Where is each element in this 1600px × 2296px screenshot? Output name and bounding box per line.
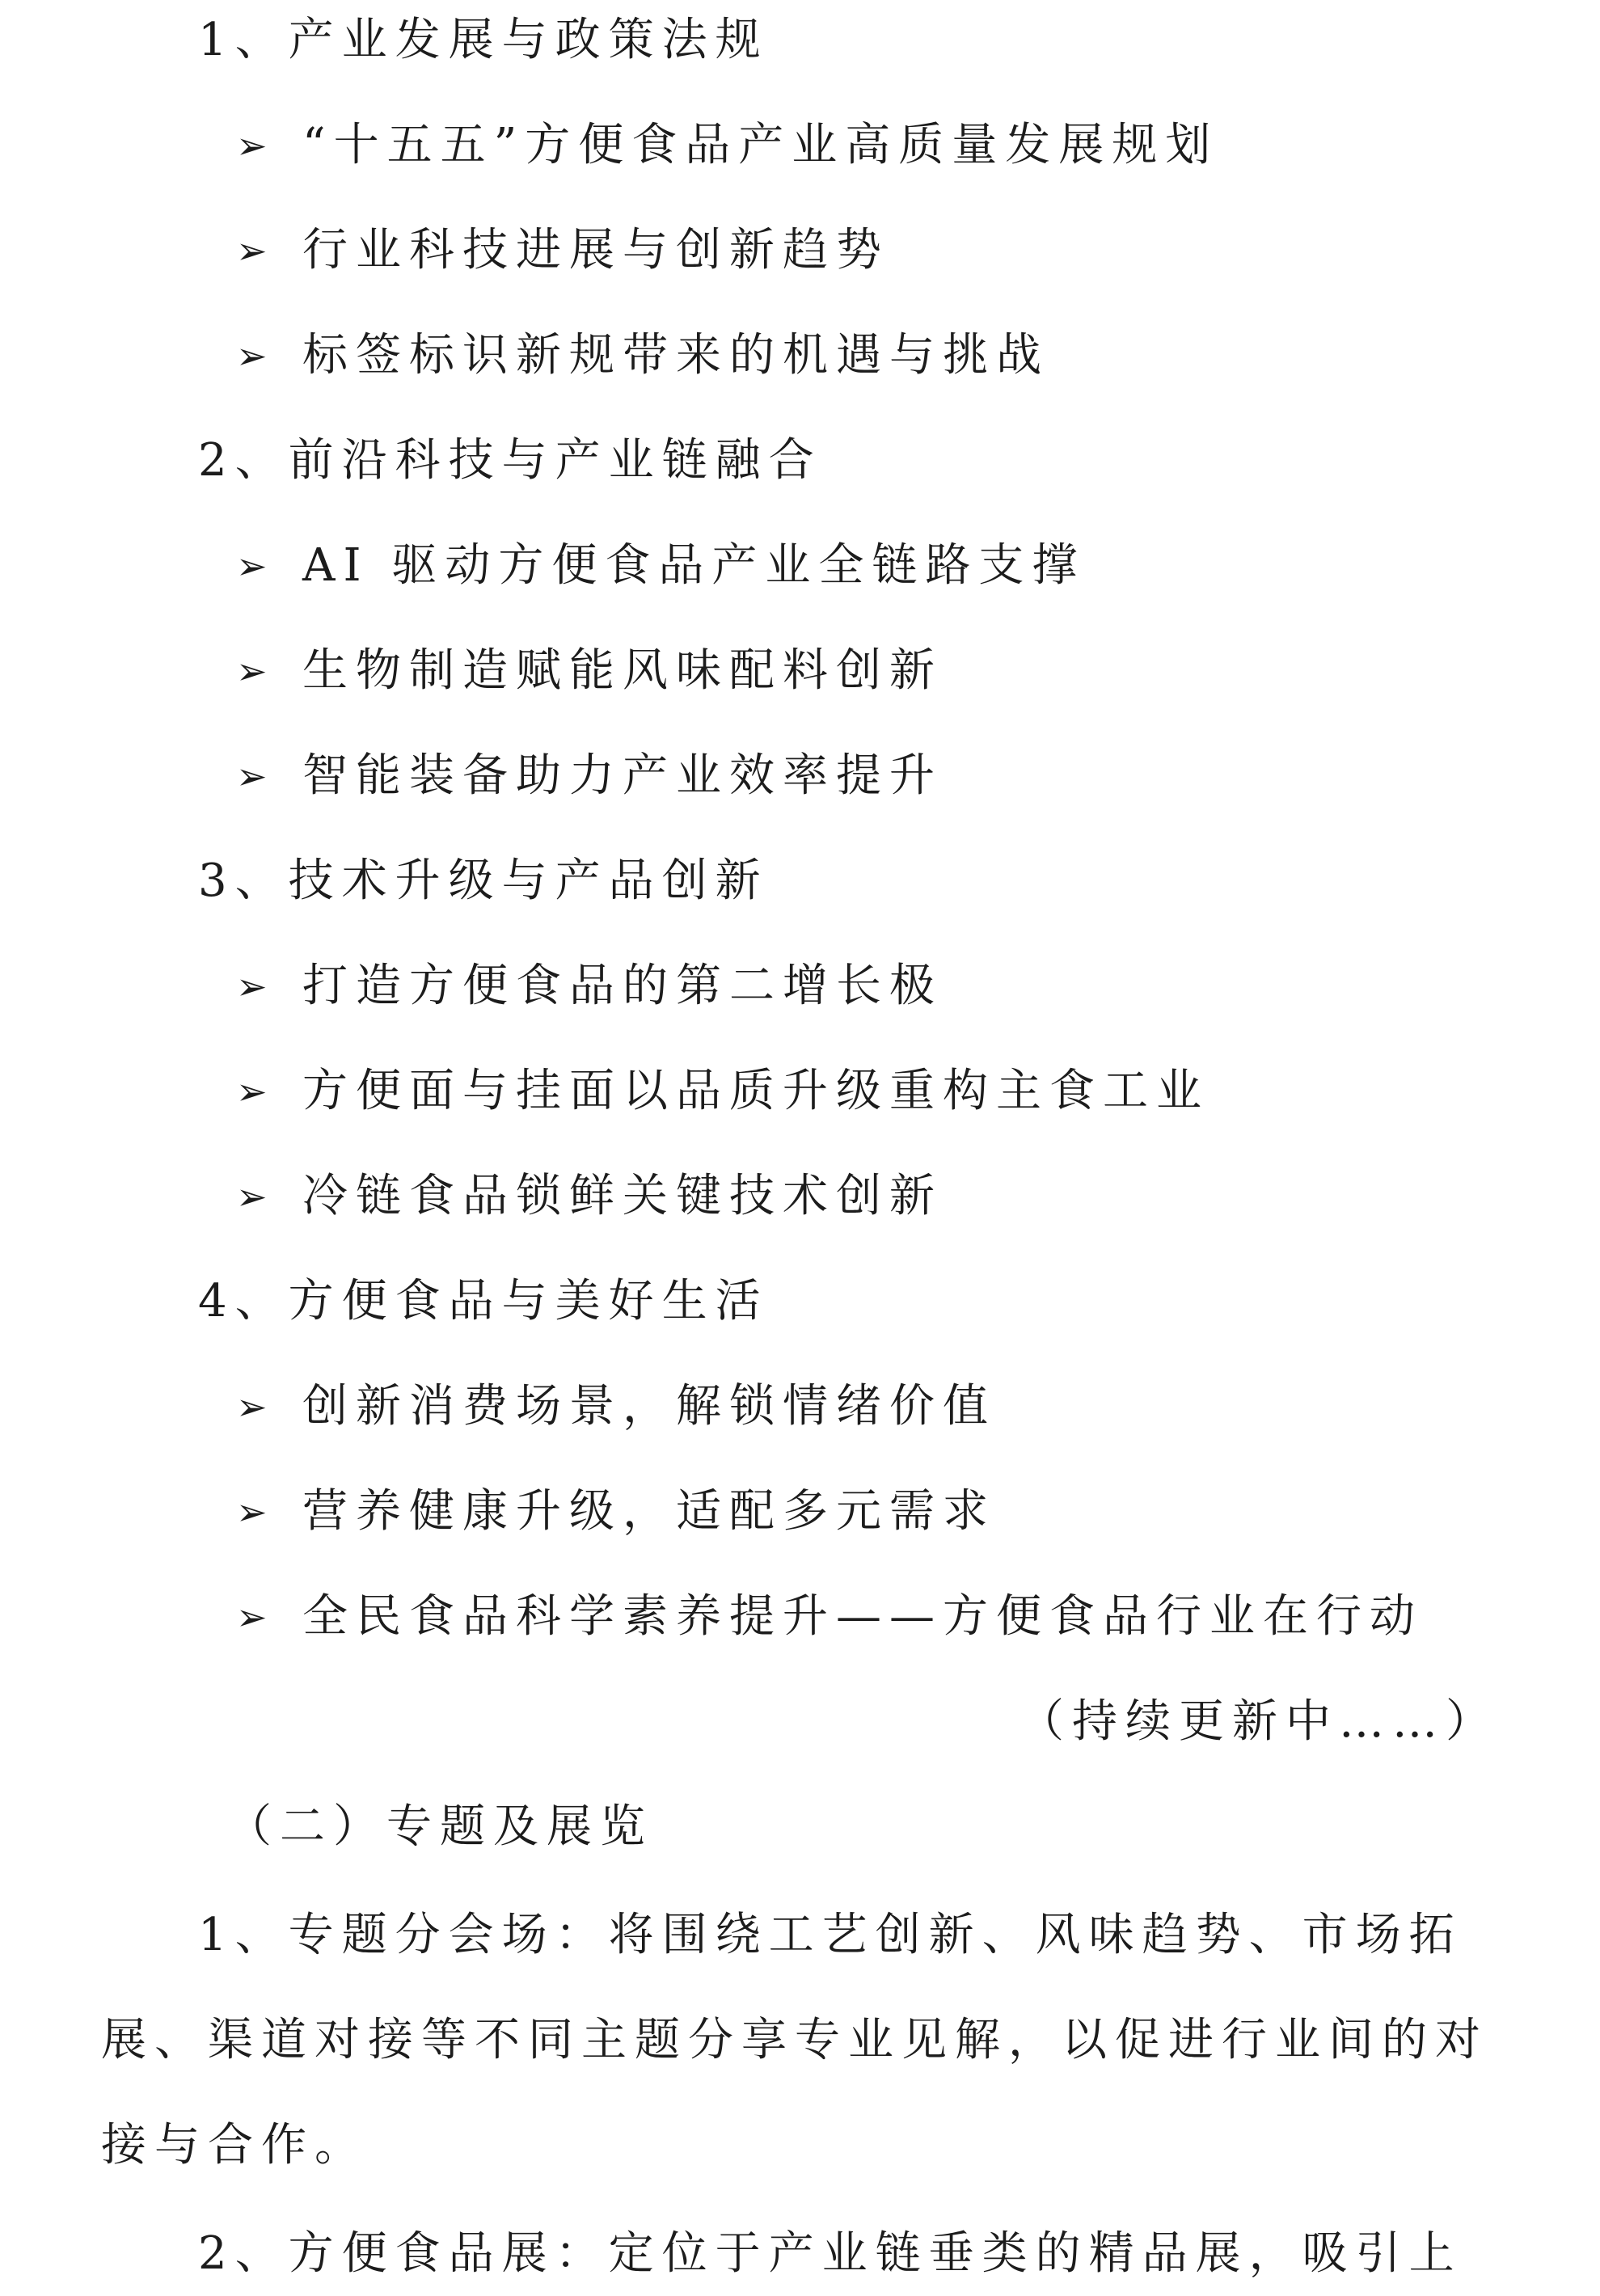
bullet-arrow-icon: ➢ [236, 334, 268, 378]
item-text: 全民食品科学素养提升——方便食品行业在行动 [302, 1590, 1423, 1643]
item-text: 标签标识新规带来的机遇与挑战 [302, 329, 1049, 382]
section-2-item-2 [236, 642, 943, 700]
item-text: 行业科技进展与创新趋势 [302, 224, 889, 276]
section-2-item-3 [236, 747, 943, 805]
section-1-heading: 1、产业发展与政策法规 [198, 14, 769, 66]
section-1-item-2 [236, 222, 889, 280]
section-4-item-2 [236, 1483, 996, 1541]
item-text: 营养健康升级，适配多元需求 [302, 1485, 996, 1538]
bullet-arrow-icon: ➢ [236, 964, 268, 1008]
item-text: 方便面与挂面以品质升级重构主食工业 [302, 1065, 1209, 1117]
section-3-item-1 [236, 957, 943, 1015]
section-4-item-3 [236, 1588, 1423, 1646]
bullet-arrow-icon: ➢ [236, 229, 268, 272]
item-text: AI 驱动方便食品产业全链路支撑 [302, 539, 1086, 592]
paragraph-1-line-1: 1、专题分会场：将围绕工艺创新、风味趋势、市场拓 [198, 1909, 1463, 1961]
bullet-arrow-icon: ➢ [236, 1490, 268, 1534]
bullet-arrow-icon: ➢ [236, 544, 268, 588]
section-4-heading: 4、方便食品与美好生活 [198, 1275, 769, 1327]
section-1-item-1 [236, 116, 1218, 175]
bullet-arrow-icon: ➢ [236, 1070, 268, 1113]
bullet-arrow-icon: ➢ [236, 1595, 268, 1639]
item-text: 智能装备助力产业效率提升 [302, 749, 943, 802]
paragraph-1-line-2: 展、渠道对接等不同主题分享专业见解，以促进行业间的对 [101, 2014, 1488, 2066]
item-text: 创新消费场景，解锁情绪价值 [302, 1380, 996, 1433]
item-text: 生物制造赋能风味配料创新 [302, 644, 943, 697]
bullet-arrow-icon: ➢ [236, 649, 268, 693]
bullet-arrow-icon: ➢ [236, 1385, 268, 1429]
section-1-item-3 [236, 327, 1049, 385]
section-2-item-1 [236, 537, 1085, 595]
bullet-arrow-icon: ➢ [236, 1175, 268, 1218]
section-2-heading: 2、前沿科技与产业链融合 [198, 434, 822, 487]
item-text: 打造方便食品的第二增长极 [302, 960, 943, 1012]
subsection-title: （二）专题及展览 [226, 1800, 653, 1853]
item-text: “十五五”方便食品产业高质量发展规划 [302, 119, 1219, 171]
update-note: （持续更新中……） [1019, 1695, 1499, 1748]
section-3-heading: 3、技术升级与产品创新 [198, 855, 769, 907]
section-3-item-3 [236, 1167, 943, 1226]
paragraph-1-line-3: 接与合作。 [101, 2119, 368, 2171]
bullet-arrow-icon: ➢ [236, 754, 268, 798]
section-3-item-2 [236, 1062, 1209, 1121]
bullet-arrow-icon: ➢ [236, 124, 268, 167]
item-text: 冷链食品锁鲜关键技术创新 [302, 1170, 943, 1222]
section-4-item-1 [236, 1378, 996, 1436]
paragraph-2-line-1: 2、方便食品展：定位于产业链垂类的精品展，吸引上 [198, 2227, 1463, 2280]
